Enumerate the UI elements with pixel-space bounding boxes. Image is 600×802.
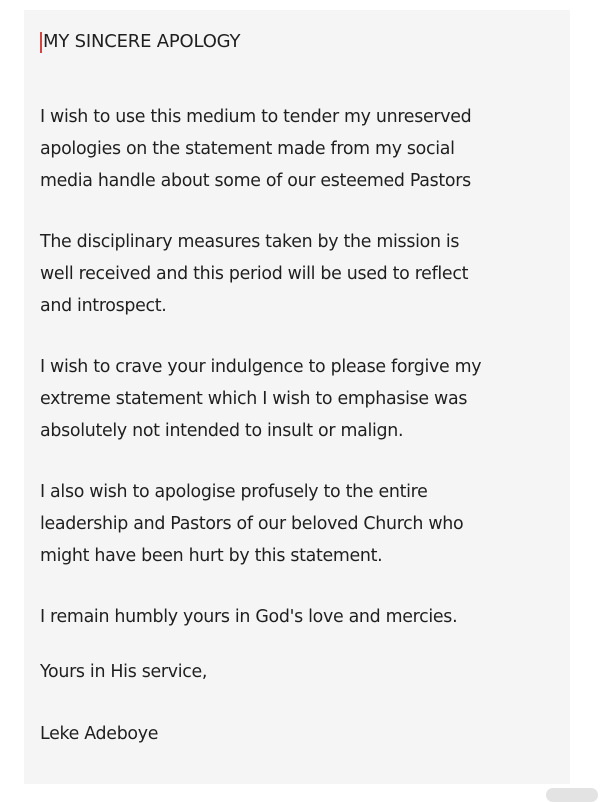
paragraph-line: media handle about some of our esteemed Pastors [40, 171, 471, 191]
paragraph-forgiveness-request [40, 351, 556, 447]
note-title-row [40, 22, 556, 62]
paragraph-line: I wish to crave your indulgence to please forgive my [40, 357, 482, 377]
paragraph-line: extreme statement which I wish to emphasise was [40, 389, 468, 409]
paragraph-line: Leke Adeboye [40, 724, 159, 744]
note-body[interactable] [40, 101, 556, 750]
paragraph-line: I also wish to apologise profusely to the entire [40, 482, 428, 502]
paragraph-apology-intro [40, 101, 556, 197]
signoff [40, 656, 556, 688]
paragraph-line: leadership and Pastors of our beloved Church who [40, 514, 464, 534]
paragraph-church-apology [40, 476, 556, 572]
paragraph-closing [40, 601, 556, 633]
note-title: MY SINCERE APOLOGY [43, 31, 241, 52]
paragraph-line: and introspect. [40, 296, 167, 316]
paragraph-line: I remain humbly yours in God's love and mercies. [40, 607, 458, 627]
text-cursor [40, 32, 42, 53]
note-editor[interactable] [24, 10, 570, 784]
paragraph-line: apologies on the statement made from my social [40, 139, 455, 159]
paragraph-line: I wish to use this medium to tender my unreserved [40, 107, 472, 127]
paragraph-line: The disciplinary measures taken by the mission is [40, 232, 460, 252]
paragraph-line: well received and this period will be used to reflect [40, 264, 469, 284]
paragraph-disciplinary-measures [40, 226, 556, 322]
signature-name [40, 718, 556, 750]
paragraph-line: Yours in His service, [40, 662, 208, 682]
paragraph-line: absolutely not intended to insult or malign. [40, 421, 404, 441]
paragraph-line: might have been hurt by this statement. [40, 546, 383, 566]
